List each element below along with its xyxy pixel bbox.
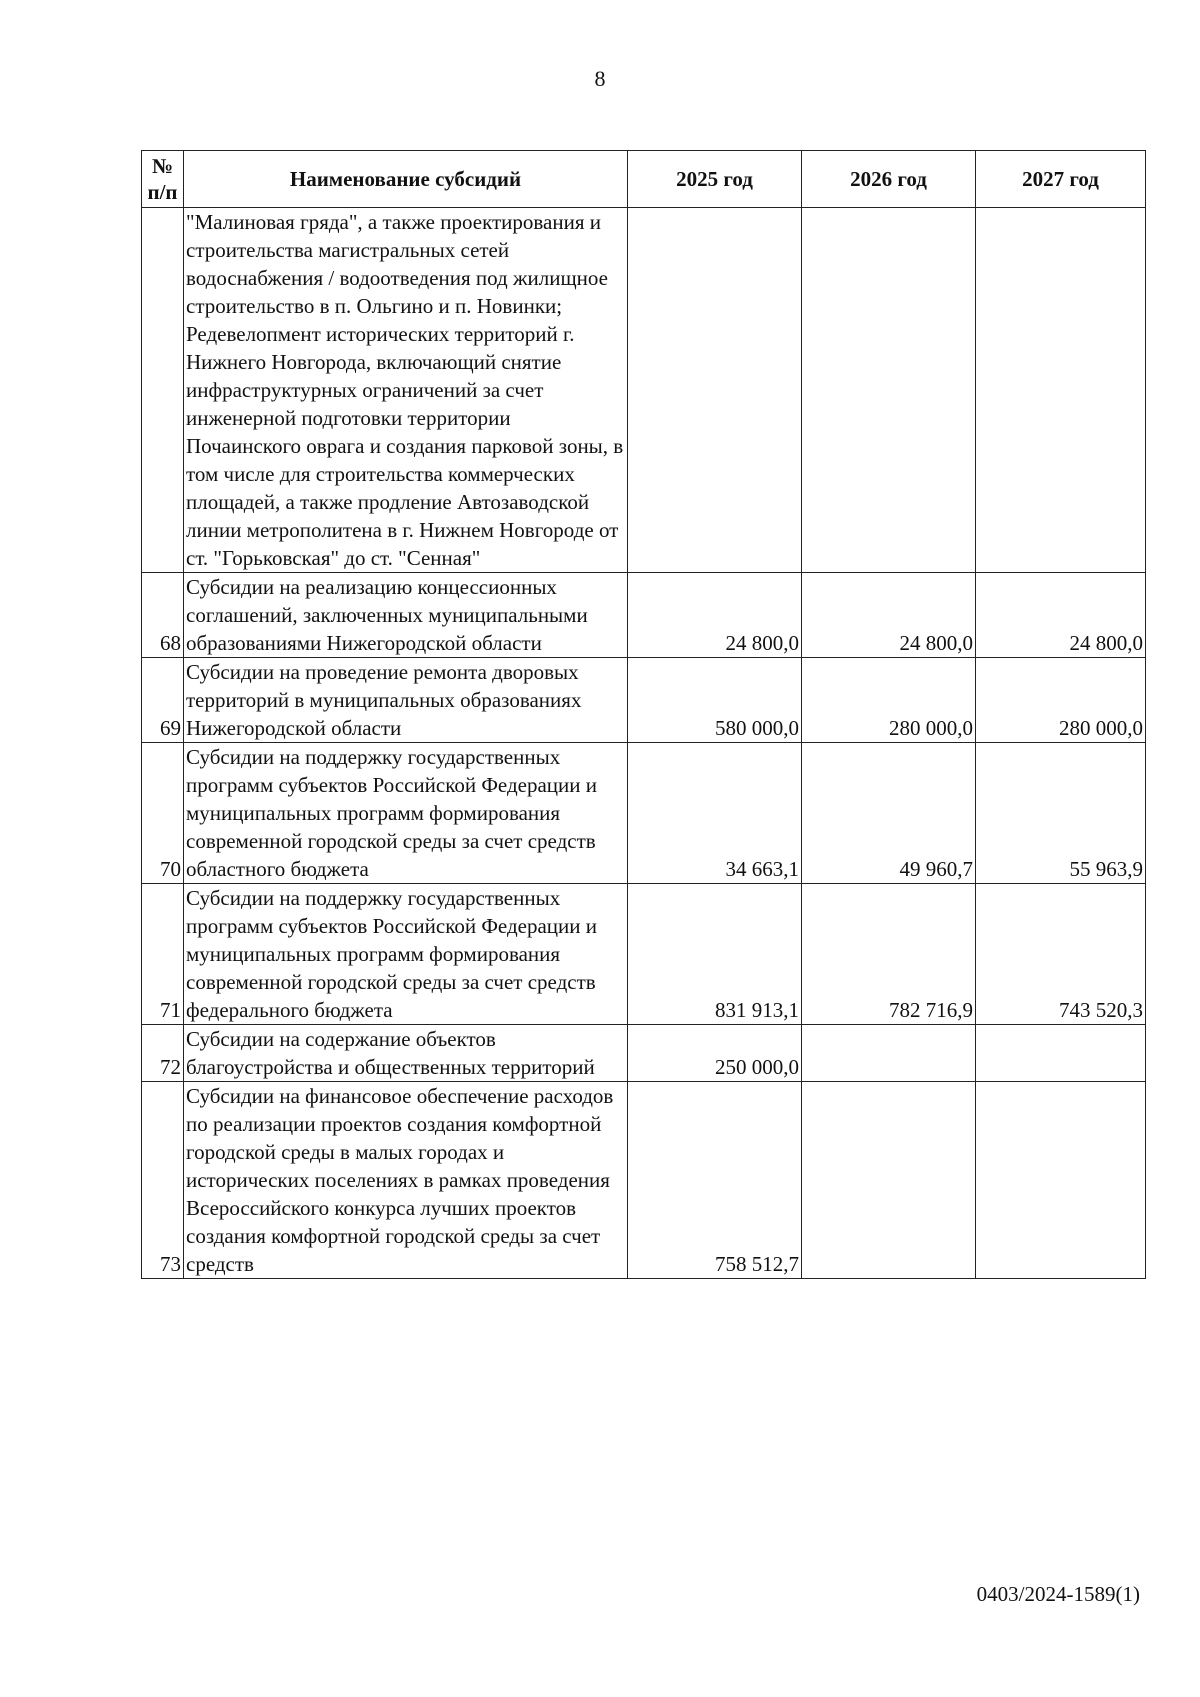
table-row (142, 1025, 1146, 1082)
row-2025: 831 913,1 (628, 884, 802, 1025)
row-2027 (976, 208, 1146, 573)
row-2025: 250 000,0 (628, 1025, 802, 1082)
table-header-row (142, 151, 1146, 208)
row-2026 (802, 1025, 976, 1082)
table-row (142, 884, 1146, 1025)
row-2027 (976, 1082, 1146, 1279)
row-name: Субсидии на проведение ремонта дворовых территорий в муниципальных образованиях Нижегородской области (184, 658, 628, 743)
row-2025 (628, 208, 802, 573)
row-2027: 280 000,0 (976, 658, 1146, 743)
row-2026: 49 960,7 (802, 743, 976, 884)
page-number: 8 (594, 66, 606, 91)
row-2027: 743 520,3 (976, 884, 1146, 1025)
subsidies-table (141, 150, 1146, 1279)
row-name: "Малиновая гряда", а также проектирования и строительства магистральных сетей водоснабжения / водоотведения под жилищное строительство в п. Ольгино и п. Новинки; Редевелопмент исторических территорий г. Нижнего Новгорода, включающий снятие инфраструктурных ограничений за счет инженерной подготовки территории Почаинского оврага и создания парковой зоны, в том числе для строительства коммерческих площадей, а также продление Автозаводской линии метрополитена в г. Нижнем Новгороде от ст. "Горьковская" до ст. "Сенная" (184, 208, 628, 573)
row-num: 70 (142, 743, 184, 884)
table-row (142, 573, 1146, 658)
row-num: 71 (142, 884, 184, 1025)
row-2025: 34 663,1 (628, 743, 802, 884)
header-2027: 2027 год (976, 151, 1146, 208)
header-name: Наименование субсидий (184, 151, 628, 208)
row-2026 (802, 1082, 976, 1279)
table-row (142, 743, 1146, 884)
row-name: Субсидии на поддержку государственных программ субъектов Российской Федерации и муниципальных программ формирования современной городской среды за счет средств федерального бюджета (184, 884, 628, 1025)
table-row (142, 208, 1146, 573)
header-num: № п/п (142, 151, 184, 208)
row-2025: 580 000,0 (628, 658, 802, 743)
row-2026: 24 800,0 (802, 573, 976, 658)
row-2026 (802, 208, 976, 573)
row-num: 68 (142, 573, 184, 658)
row-2026: 280 000,0 (802, 658, 976, 743)
row-num: 72 (142, 1025, 184, 1082)
table-row (142, 1082, 1146, 1279)
table-row (142, 658, 1146, 743)
row-name: Субсидии на содержание объектов благоустройства и общественных территорий (184, 1025, 628, 1082)
header-2026: 2026 год (802, 151, 976, 208)
row-num: 73 (142, 1082, 184, 1279)
row-name: Субсидии на реализацию концессионных соглашений, заключенных муниципальными образованиями Нижегородской области (184, 573, 628, 658)
row-num: 69 (142, 658, 184, 743)
row-name: Субсидии на финансовое обеспечение расходов по реализации проектов создания комфортной городской среды в малых городах и исторических поселениях в рамках проведения Всероссийского конкурса лучших проектов создания комфортной городской среды за счет средств (184, 1082, 628, 1279)
row-name: Субсидии на поддержку государственных программ субъектов Российской Федерации и муниципальных программ формирования современной городской среды за счет средств областного бюджета (184, 743, 628, 884)
document-code: 0403/2024-1589(1) (976, 1582, 1140, 1606)
header-2025: 2025 год (628, 151, 802, 208)
row-2027: 24 800,0 (976, 573, 1146, 658)
row-2025: 24 800,0 (628, 573, 802, 658)
row-num (142, 208, 184, 573)
row-2025: 758 512,7 (628, 1082, 802, 1279)
row-2026: 782 716,9 (802, 884, 976, 1025)
row-2027 (976, 1025, 1146, 1082)
row-2027: 55 963,9 (976, 743, 1146, 884)
